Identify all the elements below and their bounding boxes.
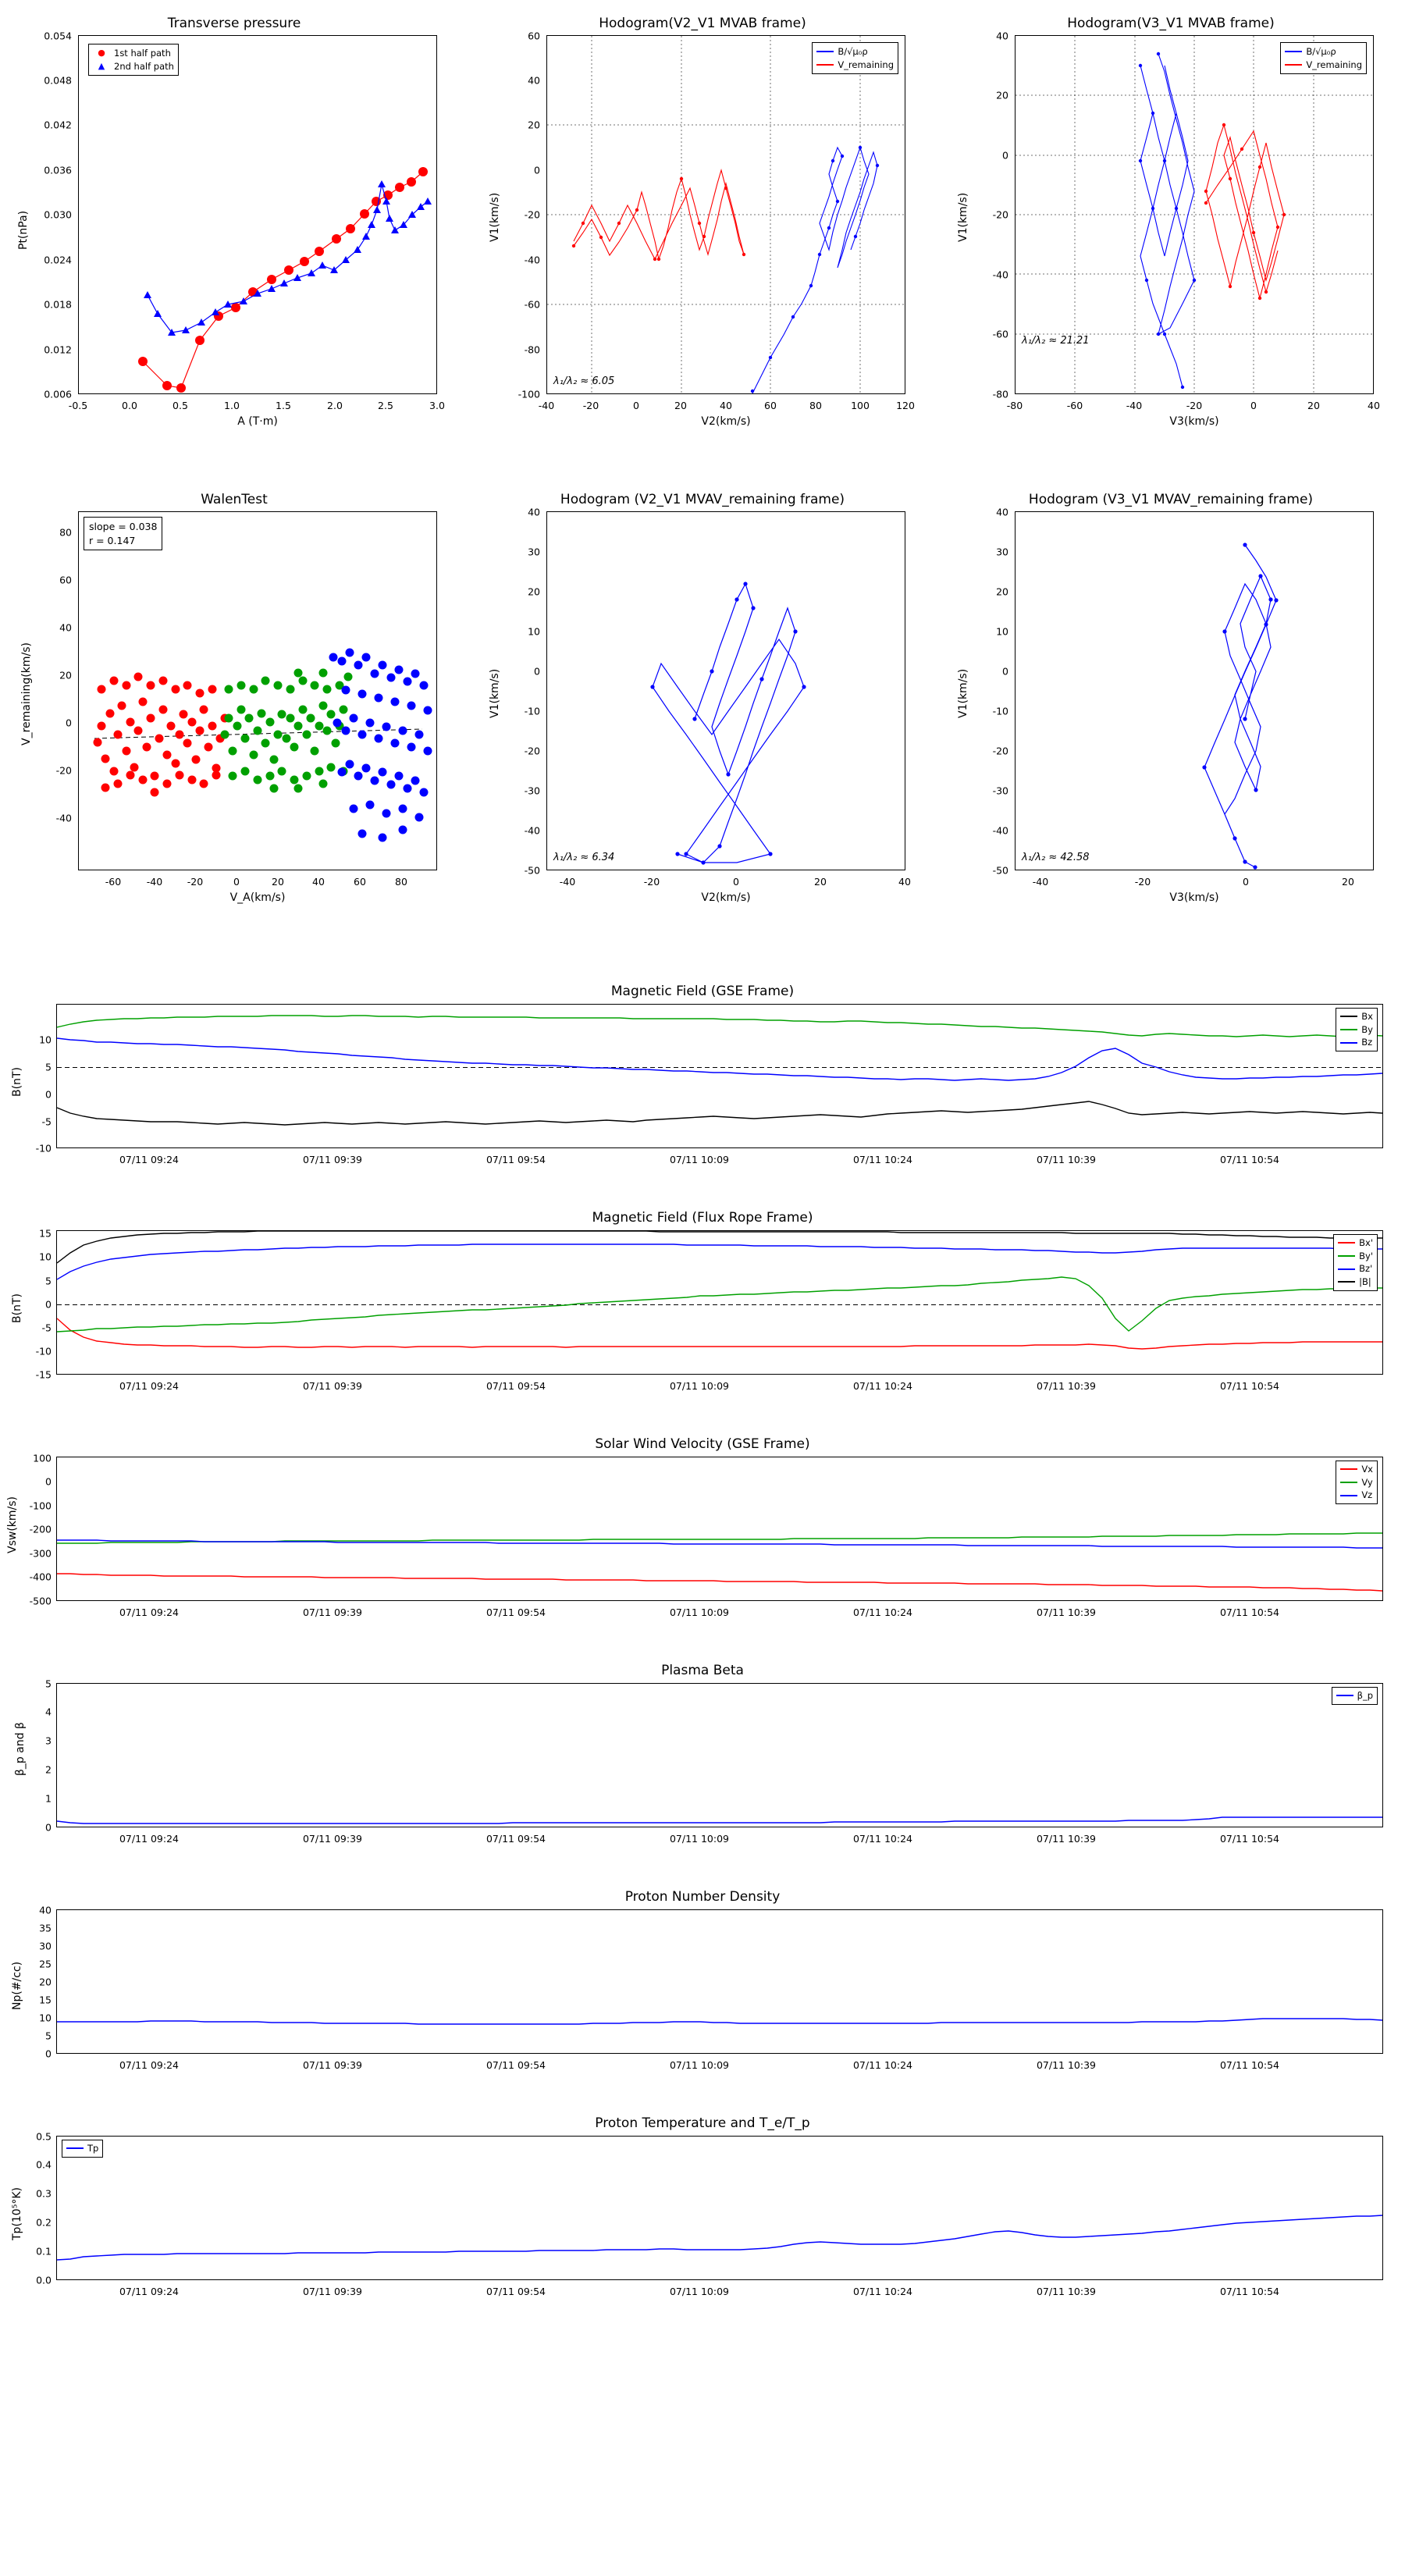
y-tick: 20 <box>996 585 1008 598</box>
y-tick: 10 <box>39 2012 52 2024</box>
panel-hodogram-v2v1-mvab <box>468 0 937 453</box>
x-tick: -80 <box>1006 400 1023 411</box>
x-tick: 07/11 10:39 <box>1036 2286 1097 2297</box>
eigenvalue-ratio-annotation: λ₁/λ₂ ≈ 6.34 <box>553 852 615 863</box>
x-tick: 07/11 09:24 <box>119 1154 180 1165</box>
y-tick: 60 <box>528 30 540 42</box>
y-tick: -40 <box>55 812 72 824</box>
y-tick: -100 <box>518 388 540 400</box>
y-tick: -100 <box>29 1500 52 1512</box>
y-tick: -300 <box>29 1547 52 1560</box>
x-tick: 07/11 09:54 <box>486 2286 546 2297</box>
y-tick: -400 <box>29 1571 52 1583</box>
panel-title: Proton Number Density <box>624 1889 781 1905</box>
x-tick: 20 <box>1307 400 1320 411</box>
x-tick: 07/11 10:54 <box>1219 2286 1280 2297</box>
x-tick: 07/11 10:39 <box>1036 1154 1097 1165</box>
y-tick: 20 <box>528 119 540 131</box>
y-tick: 0 <box>534 665 540 678</box>
y-tick: 10 <box>996 625 1008 638</box>
x-tick: 20 <box>814 876 827 888</box>
plot-svg <box>79 512 436 870</box>
y-axis-label: B(nT) <box>11 1293 23 1323</box>
x-tick: -40 <box>1126 400 1143 411</box>
x-tick: 07/11 09:39 <box>302 1606 363 1618</box>
plot-svg <box>79 36 436 393</box>
fit-info-box <box>84 517 162 550</box>
y-tick: -20 <box>55 764 72 777</box>
plot-area <box>56 1683 1383 1827</box>
x-tick: 07/11 09:39 <box>302 2059 363 2071</box>
y-tick: -20 <box>524 208 540 221</box>
y-tick: 0.036 <box>44 164 72 176</box>
legend-label: B/√μ₀ρ <box>838 46 868 57</box>
x-tick: 07/11 10:09 <box>669 2059 730 2071</box>
x-tick: 07/11 09:54 <box>486 2059 546 2071</box>
plot-svg <box>57 1684 1382 1827</box>
y-tick: -10 <box>992 705 1008 717</box>
y-tick: 40 <box>39 1904 52 1916</box>
y-tick: 0.5 <box>36 2130 52 2143</box>
x-tick: 80 <box>395 876 407 888</box>
legend-swatch <box>1340 1016 1357 1017</box>
y-tick: 0 <box>45 1088 52 1101</box>
x-tick: -20 <box>1134 876 1151 888</box>
plot-svg <box>547 36 905 393</box>
x-tick: 07/11 09:39 <box>302 1833 363 1845</box>
y-tick: -200 <box>29 1523 52 1535</box>
panel-solar-wind-velocity <box>0 1429 1405 1655</box>
y-tick: 3 <box>45 1735 52 1747</box>
y-tick: 0.3 <box>36 2187 52 2200</box>
y-tick: -40 <box>992 269 1008 281</box>
y-tick: 0 <box>66 717 72 729</box>
panel-title: WalenTest <box>201 492 268 507</box>
y-tick: 5 <box>45 1275 52 1287</box>
y-tick: 20 <box>996 89 1008 101</box>
y-tick: 0.2 <box>36 2216 52 2229</box>
legend-label: 1st half path <box>114 48 171 59</box>
y-tick: 0.030 <box>44 208 72 221</box>
y-tick: 0 <box>45 2048 52 2060</box>
y-tick: -30 <box>524 785 540 797</box>
x-axis-label: V2(km/s) <box>701 415 751 428</box>
x-tick: 20 <box>674 400 687 411</box>
y-tick: 0.0 <box>36 2274 52 2286</box>
legend-swatch <box>1285 51 1302 52</box>
x-tick: 07/11 10:24 <box>852 1154 913 1165</box>
y-tick: 40 <box>528 74 540 87</box>
y-tick: -50 <box>524 864 540 877</box>
x-tick: -40 <box>146 876 163 888</box>
x-axis-label: V_A(km/s) <box>229 891 286 904</box>
panel-hodogram-v2v1-mvav <box>468 476 937 929</box>
y-tick: 10 <box>39 1251 52 1263</box>
y-tick: 40 <box>59 621 72 634</box>
panel-title: Transverse pressure <box>167 16 301 31</box>
legend <box>1333 1234 1378 1291</box>
legend-label: Vz <box>1361 1489 1373 1501</box>
plot-svg <box>57 1005 1382 1147</box>
y-tick: 15 <box>39 1227 52 1240</box>
x-tick: 0 <box>733 876 739 888</box>
y-tick: 40 <box>996 506 1008 518</box>
x-tick: 0.5 <box>173 400 188 411</box>
y-tick: -20 <box>524 745 540 757</box>
y-tick: 0 <box>45 1821 52 1834</box>
y-tick: 0.4 <box>36 2158 52 2171</box>
panel-walen-test <box>0 476 468 929</box>
y-tick: 5 <box>45 1678 52 1690</box>
x-tick: 07/11 09:24 <box>119 1606 180 1618</box>
y-tick: -5 <box>41 1115 52 1128</box>
legend-label: Bz <box>1361 1037 1373 1048</box>
y-tick: 0.006 <box>44 388 72 400</box>
y-tick: 80 <box>59 526 72 539</box>
legend <box>1280 42 1367 74</box>
panel-title: Proton Temperature and T_e/T_p <box>595 2115 810 2131</box>
x-tick: 07/11 09:24 <box>119 1380 180 1392</box>
panel-title: Hodogram(V2_V1 MVAB frame) <box>599 16 806 31</box>
panel-title: Solar Wind Velocity (GSE Frame) <box>595 1436 810 1452</box>
y-tick: 1 <box>45 1792 52 1805</box>
y-tick: -40 <box>992 824 1008 837</box>
x-tick: 0.0 <box>122 400 137 411</box>
legend-label: 2nd half path <box>114 60 174 72</box>
legend-swatch <box>66 2147 84 2149</box>
x-tick: 20 <box>1342 876 1354 888</box>
legend-label: V_remaining <box>838 59 894 70</box>
y-tick: 4 <box>45 1706 52 1718</box>
x-tick: 07/11 10:54 <box>1219 1380 1280 1392</box>
x-tick: -60 <box>105 876 122 888</box>
y-tick: -10 <box>35 1345 52 1357</box>
y-tick: 0.054 <box>44 30 72 42</box>
x-tick: 07/11 09:39 <box>302 2286 363 2297</box>
x-tick: -20 <box>582 400 599 411</box>
y-tick: 10 <box>528 625 540 638</box>
y-tick: 10 <box>39 1034 52 1046</box>
y-tick: 20 <box>528 585 540 598</box>
x-tick: 40 <box>898 876 911 888</box>
panel-transverse-pressure <box>0 0 468 453</box>
x-tick: 07/11 10:54 <box>1219 1833 1280 1845</box>
y-tick: 20 <box>39 1976 52 1988</box>
x-tick: 07/11 09:54 <box>486 1380 546 1392</box>
legend-label: Bx' <box>1359 1237 1373 1248</box>
panel-title: Hodogram (V2_V1 MVAV_remaining frame) <box>560 492 845 507</box>
legend <box>88 44 179 76</box>
x-tick: 07/11 10:09 <box>669 1606 730 1618</box>
x-tick: 120 <box>896 400 915 411</box>
x-axis-label: V3(km/s) <box>1169 891 1219 904</box>
legend-swatch <box>1340 1042 1357 1044</box>
plot-area <box>1015 511 1374 870</box>
x-tick: -40 <box>538 400 555 411</box>
plot-area <box>1015 35 1374 394</box>
y-axis-label: V_remaining(km/s) <box>20 642 33 745</box>
legend-swatch <box>1338 1281 1355 1283</box>
y-tick: -20 <box>992 208 1008 221</box>
correlation-value: r = 0.147 <box>89 534 136 546</box>
x-tick: 07/11 10:39 <box>1036 2059 1097 2071</box>
x-tick: 07/11 09:54 <box>486 1606 546 1618</box>
y-tick: 60 <box>59 574 72 586</box>
legend-label: Bz' <box>1359 1263 1373 1275</box>
legend-marker-circle-icon: ● <box>98 48 105 59</box>
x-tick: 40 <box>720 400 732 411</box>
y-tick: 0 <box>1002 149 1008 162</box>
x-tick: 0 <box>1243 876 1249 888</box>
panel-title: Magnetic Field (GSE Frame) <box>610 984 795 999</box>
legend-swatch <box>816 64 834 66</box>
y-tick: 0.1 <box>36 2245 52 2258</box>
plot-svg <box>57 1457 1382 1600</box>
legend-swatch <box>1336 1695 1353 1696</box>
x-tick: -20 <box>643 876 660 888</box>
x-tick: 40 <box>312 876 325 888</box>
x-tick: 07/11 10:24 <box>852 1380 913 1392</box>
x-tick: 07/11 10:09 <box>669 1833 730 1845</box>
x-tick: 07/11 10:24 <box>852 2286 913 2297</box>
y-tick: -10 <box>35 1142 52 1155</box>
panel-title: Plasma Beta <box>661 1663 744 1678</box>
panel-title: Hodogram(V3_V1 MVAB frame) <box>1067 16 1275 31</box>
legend-swatch <box>1340 1495 1357 1496</box>
y-tick: 0.024 <box>44 254 72 266</box>
y-tick: 100 <box>33 1452 52 1464</box>
plot-area <box>78 35 437 394</box>
x-tick: 07/11 10:54 <box>1219 2059 1280 2071</box>
x-tick: 2.5 <box>378 400 393 411</box>
y-tick: 0 <box>534 164 540 176</box>
y-tick: 25 <box>39 1958 52 1970</box>
plot-area <box>56 1909 1383 2054</box>
x-axis-label: V3(km/s) <box>1169 415 1219 428</box>
legend-label: Tp <box>87 2143 99 2154</box>
panel-magnetic-field-gse <box>0 976 1405 1202</box>
x-tick: 07/11 10:09 <box>669 1380 730 1392</box>
legend-label: By <box>1361 1023 1373 1035</box>
legend-swatch <box>1338 1242 1355 1244</box>
x-tick: 20 <box>272 876 284 888</box>
plot-svg <box>57 2137 1382 2279</box>
y-tick: 0.012 <box>44 343 72 356</box>
legend-label: Vx <box>1361 1464 1373 1475</box>
x-axis-label: V2(km/s) <box>701 891 751 904</box>
y-axis-label: Tp(10⁵°K) <box>11 2187 23 2240</box>
y-tick: -80 <box>524 343 540 356</box>
panel-title: Magnetic Field (Flux Rope Frame) <box>592 1210 813 1226</box>
y-tick: 20 <box>59 669 72 681</box>
y-axis-label: Pt(nPa) <box>17 210 30 250</box>
y-tick: 40 <box>528 506 540 518</box>
x-tick: -40 <box>1032 876 1049 888</box>
plot-svg <box>57 1910 1382 2053</box>
x-tick: 1.0 <box>224 400 240 411</box>
legend-label: B/√μ₀ρ <box>1306 46 1336 57</box>
y-tick: 0 <box>1002 665 1008 678</box>
eigenvalue-ratio-annotation: λ₁/λ₂ ≈ 42.58 <box>1022 852 1090 863</box>
y-tick: 35 <box>39 1922 52 1934</box>
y-axis-label: V1(km/s) <box>489 192 501 242</box>
y-tick: -80 <box>992 388 1008 400</box>
x-tick: 07/11 09:24 <box>119 2286 180 2297</box>
x-tick: 07/11 10:24 <box>852 1606 913 1618</box>
y-tick: -500 <box>29 1595 52 1607</box>
panel-plasma-beta <box>0 1655 1405 1881</box>
y-tick: -15 <box>35 1368 52 1381</box>
x-tick: 0 <box>233 876 240 888</box>
plot-svg <box>547 512 905 870</box>
plot-area <box>56 1230 1383 1375</box>
x-tick: 0 <box>633 400 639 411</box>
legend-swatch <box>1285 64 1302 66</box>
y-axis-label: β_p and β <box>14 1722 27 1776</box>
eigenvalue-ratio-annotation: λ₁/λ₂ ≈ 6.05 <box>553 375 615 387</box>
y-axis-label: V1(km/s) <box>957 668 969 718</box>
x-tick: -0.5 <box>68 400 88 411</box>
legend <box>812 42 898 74</box>
x-tick: 1.5 <box>276 400 291 411</box>
legend-label: β_p <box>1357 1690 1373 1701</box>
legend-swatch <box>1340 1029 1357 1030</box>
legend <box>1336 1461 1378 1504</box>
y-tick: 30 <box>996 546 1008 558</box>
y-tick: 0.042 <box>44 119 72 131</box>
x-tick: 80 <box>809 400 822 411</box>
x-tick: 3.0 <box>429 400 445 411</box>
legend-swatch <box>816 51 834 52</box>
x-tick: 07/11 09:54 <box>486 1833 546 1845</box>
x-tick: 07/11 10:09 <box>669 1154 730 1165</box>
x-tick: 07/11 10:39 <box>1036 1833 1097 1845</box>
y-tick: -50 <box>992 864 1008 877</box>
y-tick: 0 <box>45 1298 52 1311</box>
y-tick: 30 <box>39 1940 52 1952</box>
panel-magnetic-field-fluxrope <box>0 1202 1405 1429</box>
y-axis-label: V1(km/s) <box>957 192 969 242</box>
x-tick: 07/11 09:54 <box>486 1154 546 1165</box>
y-tick: 0.018 <box>44 298 72 311</box>
plot-area <box>56 1457 1383 1601</box>
y-tick: -30 <box>992 785 1008 797</box>
x-tick: -40 <box>559 876 576 888</box>
y-tick: -60 <box>992 328 1008 340</box>
plot-area <box>56 1004 1383 1148</box>
x-tick: 100 <box>851 400 870 411</box>
y-axis-label: Np(#/cc) <box>11 1961 23 2010</box>
y-tick: 0 <box>45 1475 52 1488</box>
y-axis-label: Vsw(km/s) <box>6 1496 19 1553</box>
slope-value: slope = 0.038 <box>89 521 158 532</box>
y-tick: 5 <box>45 2030 52 2042</box>
y-axis-label: B(nT) <box>11 1067 23 1097</box>
legend-label: Bx <box>1361 1011 1373 1022</box>
y-tick: 30 <box>528 546 540 558</box>
y-tick: 15 <box>39 1994 52 2006</box>
plot-area <box>546 511 905 870</box>
panel-proton-temperature <box>0 2108 1405 2334</box>
panel-title: Hodogram (V3_V1 MVAV_remaining frame) <box>1028 492 1314 507</box>
y-tick: 5 <box>45 1061 52 1073</box>
legend-label: By' <box>1359 1250 1373 1261</box>
legend <box>1332 1687 1378 1705</box>
x-tick: 07/11 10:24 <box>852 1833 913 1845</box>
legend-swatch <box>1340 1468 1357 1470</box>
panel-hodogram-v3v1-mvab <box>937 0 1405 453</box>
y-tick: -40 <box>524 254 540 266</box>
y-tick: 2 <box>45 1763 52 1776</box>
x-tick: 07/11 10:39 <box>1036 1606 1097 1618</box>
plot-svg <box>1016 512 1373 870</box>
legend-label: |B| <box>1359 1276 1371 1288</box>
eigenvalue-ratio-annotation: λ₁/λ₂ ≈ 21.21 <box>1022 335 1090 347</box>
x-tick: 07/11 09:39 <box>302 1380 363 1392</box>
x-tick: 07/11 09:39 <box>302 1154 363 1165</box>
x-tick: 60 <box>764 400 777 411</box>
x-tick: 60 <box>354 876 366 888</box>
legend-label: V_remaining <box>1306 59 1362 70</box>
legend <box>62 2140 103 2158</box>
x-tick: -20 <box>187 876 204 888</box>
x-tick: -20 <box>1186 400 1203 411</box>
y-tick: 40 <box>996 30 1008 42</box>
plot-area <box>56 2136 1383 2280</box>
y-tick: -20 <box>992 745 1008 757</box>
x-tick: 07/11 09:24 <box>119 1833 180 1845</box>
legend-swatch <box>1338 1255 1355 1257</box>
legend-marker-triangle-icon: ▲ <box>98 61 105 72</box>
x-tick: 07/11 10:54 <box>1219 1154 1280 1165</box>
panel-proton-number-density <box>0 1881 1405 2108</box>
plot-svg <box>57 1231 1382 1374</box>
x-tick: 07/11 10:54 <box>1219 1606 1280 1618</box>
plot-area <box>546 35 905 394</box>
y-tick: -60 <box>524 298 540 311</box>
y-tick: -10 <box>524 705 540 717</box>
legend <box>1336 1008 1378 1051</box>
y-tick: -5 <box>41 1322 52 1334</box>
legend-label: Vy <box>1361 1476 1373 1488</box>
x-tick: -60 <box>1066 400 1083 411</box>
plot-area <box>78 511 437 870</box>
y-axis-label: V1(km/s) <box>489 668 501 718</box>
x-tick: 40 <box>1368 400 1380 411</box>
x-axis-label: A (T·m) <box>237 415 278 428</box>
x-tick: 2.0 <box>327 400 343 411</box>
x-tick: 07/11 10:24 <box>852 2059 913 2071</box>
legend-swatch <box>1340 1482 1357 1483</box>
x-tick: 07/11 10:39 <box>1036 1380 1097 1392</box>
x-tick: 07/11 10:09 <box>669 2286 730 2297</box>
y-tick: 0.048 <box>44 74 72 87</box>
x-tick: 07/11 09:24 <box>119 2059 180 2071</box>
legend-swatch <box>1338 1268 1355 1270</box>
x-tick: 0 <box>1250 400 1257 411</box>
panel-hodogram-v3v1-mvav <box>937 476 1405 929</box>
y-tick: -40 <box>524 824 540 837</box>
